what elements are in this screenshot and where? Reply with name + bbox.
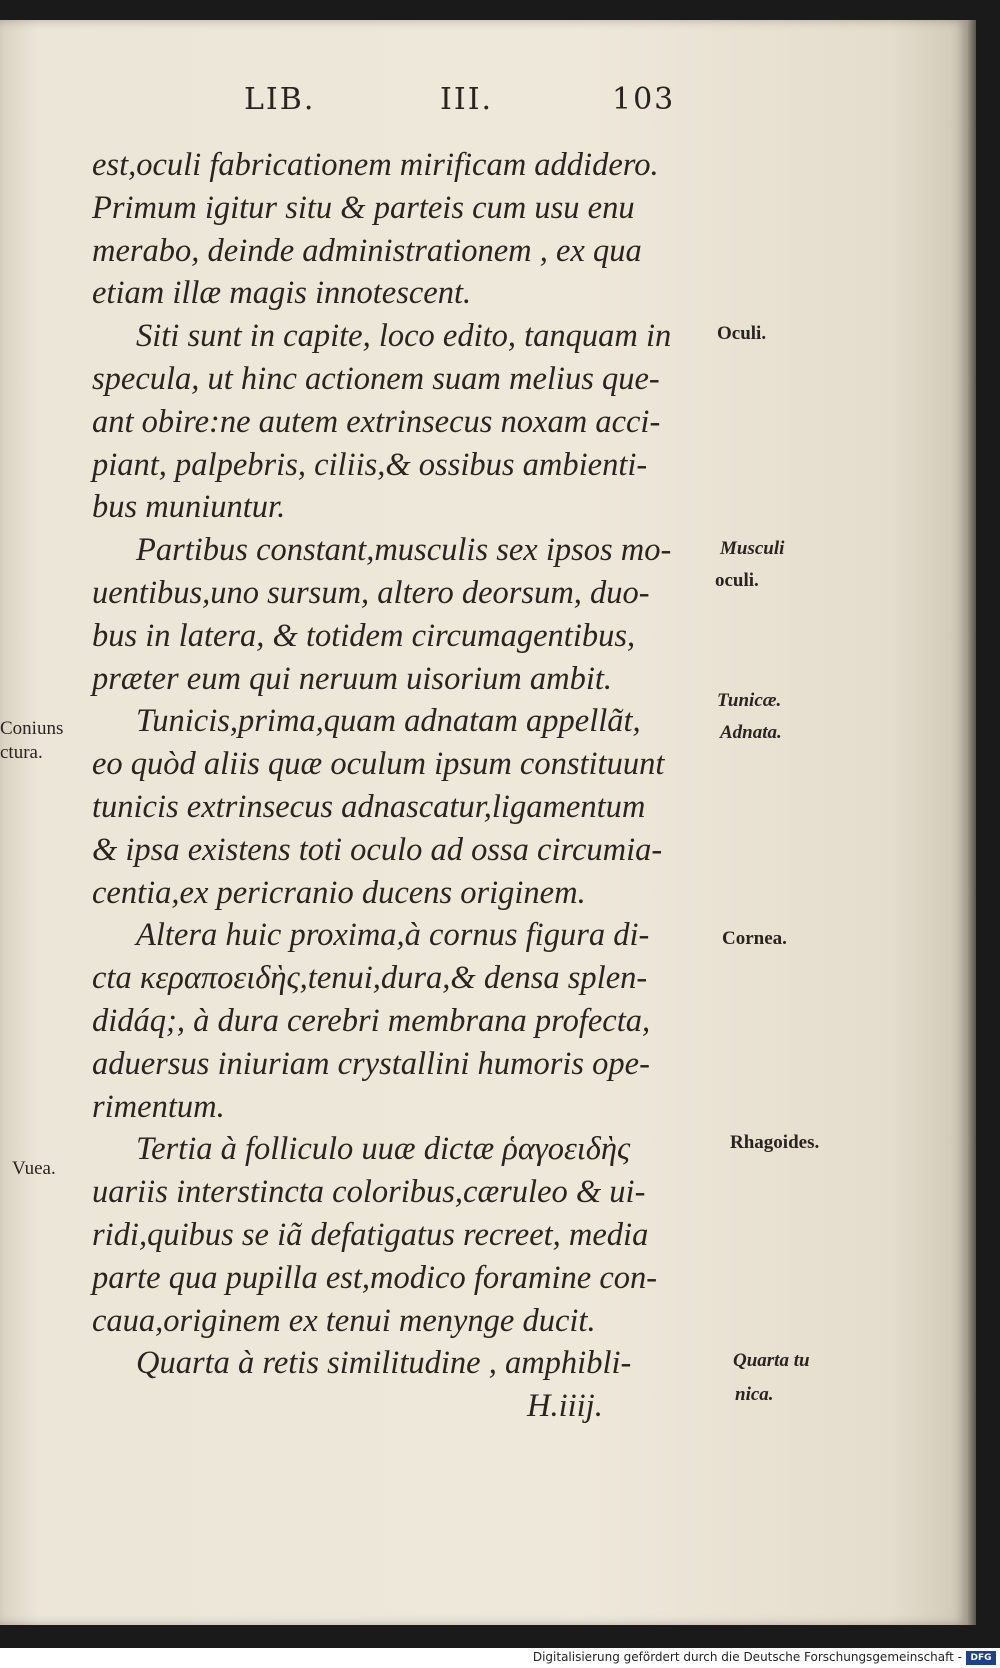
- margin-note-vuea: Vuea.: [12, 1158, 56, 1179]
- funding-credit: Digitalisierung gefördert durch die Deutsche Forschungsgemeinschaft -: [532, 1650, 962, 1664]
- text-line: caua,originem ex tenui menynge ducit.: [92, 1302, 596, 1339]
- text-line: piant, palpebris, ciliis,& ossibus ambienti-: [92, 446, 648, 483]
- margin-note-musculi-oculi: oculi.: [715, 570, 759, 591]
- margin-note-tunicae: Tunicæ.: [717, 690, 782, 711]
- text-line: rimentum.: [92, 1088, 225, 1125]
- header-book-number: III.: [440, 82, 494, 117]
- margin-note-oculi: Oculi.: [717, 323, 767, 344]
- text-line: parte qua pupilla est,modico foramine con-: [92, 1259, 658, 1296]
- page-edge: [968, 20, 976, 1625]
- margin-note-coniunctura-cont: ctura.: [0, 742, 43, 763]
- signature-mark: H.iiij.: [527, 1388, 603, 1425]
- text-line: didáq;, à dura cerebri membrana profecta,: [92, 1002, 651, 1039]
- margin-note-quarta-tunica: Quarta tu: [733, 1350, 810, 1371]
- text-line: est,oculi fabricationem mirificam addidero.: [92, 147, 659, 183]
- header-book-label: LIB.: [244, 82, 316, 117]
- running-header: [0, 82, 968, 132]
- text-line: eo quòd aliis quæ oculum ipsum constituunt: [92, 746, 665, 783]
- body-text: [92, 144, 724, 1428]
- text-line: ant obire:ne autem extrinsecus noxam acci-: [92, 403, 661, 440]
- margin-note-adnata: Adnata.: [720, 722, 782, 743]
- text-line: bus in latera, & totidem circumagentibus,: [92, 617, 636, 654]
- text-line: Tunicis,prima,quam adnatam appellãt,: [136, 703, 641, 740]
- text-line: cta κεραποειδὴς,tenui,dura,& densa splen-: [92, 960, 648, 997]
- text-line: uentibus,uno sursum, altero deorsum, duo-: [92, 574, 650, 611]
- text-line: Altera huic proxima,à cornus figura di-: [136, 917, 650, 954]
- margin-note-quarta-tunica-cont: nica.: [735, 1384, 774, 1405]
- text-line: aduersus iniuriam crystallini humoris ope-: [92, 1045, 650, 1082]
- text-line: merabo, deinde administrationem , ex qua: [92, 232, 642, 269]
- margin-note-rhagoides: Rhagoides.: [730, 1132, 820, 1153]
- text-line: Primum igitur situ & parteis cum usu enu: [92, 189, 635, 226]
- page-number: 103: [612, 82, 676, 117]
- text-line: Partibus constant,musculis sex ipsos mo-: [136, 532, 672, 569]
- text-line: Quarta à retis similitudine , amphibli-: [136, 1345, 632, 1382]
- text-line: tunicis extrinsecus adnascatur,ligamentum: [92, 788, 646, 825]
- text-line: centia,ex pericranio ducens originem.: [92, 874, 586, 911]
- text-line: Siti sunt in capite, loco edito, tanquam in: [136, 318, 672, 355]
- margin-note-cornea: Cornea.: [722, 928, 787, 949]
- text-line: Tertia à folliculo uuæ dictæ ῥαγοειδὴς: [136, 1131, 631, 1168]
- text-line: præter eum qui neruum uisorium ambit.: [92, 660, 612, 697]
- text-line: uariis interstincta coloribus,cæruleo & ui-: [92, 1174, 646, 1211]
- text-line: specula, ut hinc actionem suam melius que-: [92, 360, 660, 397]
- margin-note-musculi: Musculi: [720, 538, 785, 559]
- dfg-logo-icon: DFG: [966, 1651, 996, 1665]
- text-line: & ipsa existens toti oculo ad ossa circumia-: [92, 831, 663, 868]
- text-line: bus muniuntur.: [92, 489, 286, 526]
- text-line: etiam illæ magis innotescent.: [92, 275, 472, 312]
- text-line: ridi,quibus se iã defatigatus recreet, media: [92, 1216, 649, 1253]
- margin-note-coniunctura: Coniuns: [0, 718, 64, 739]
